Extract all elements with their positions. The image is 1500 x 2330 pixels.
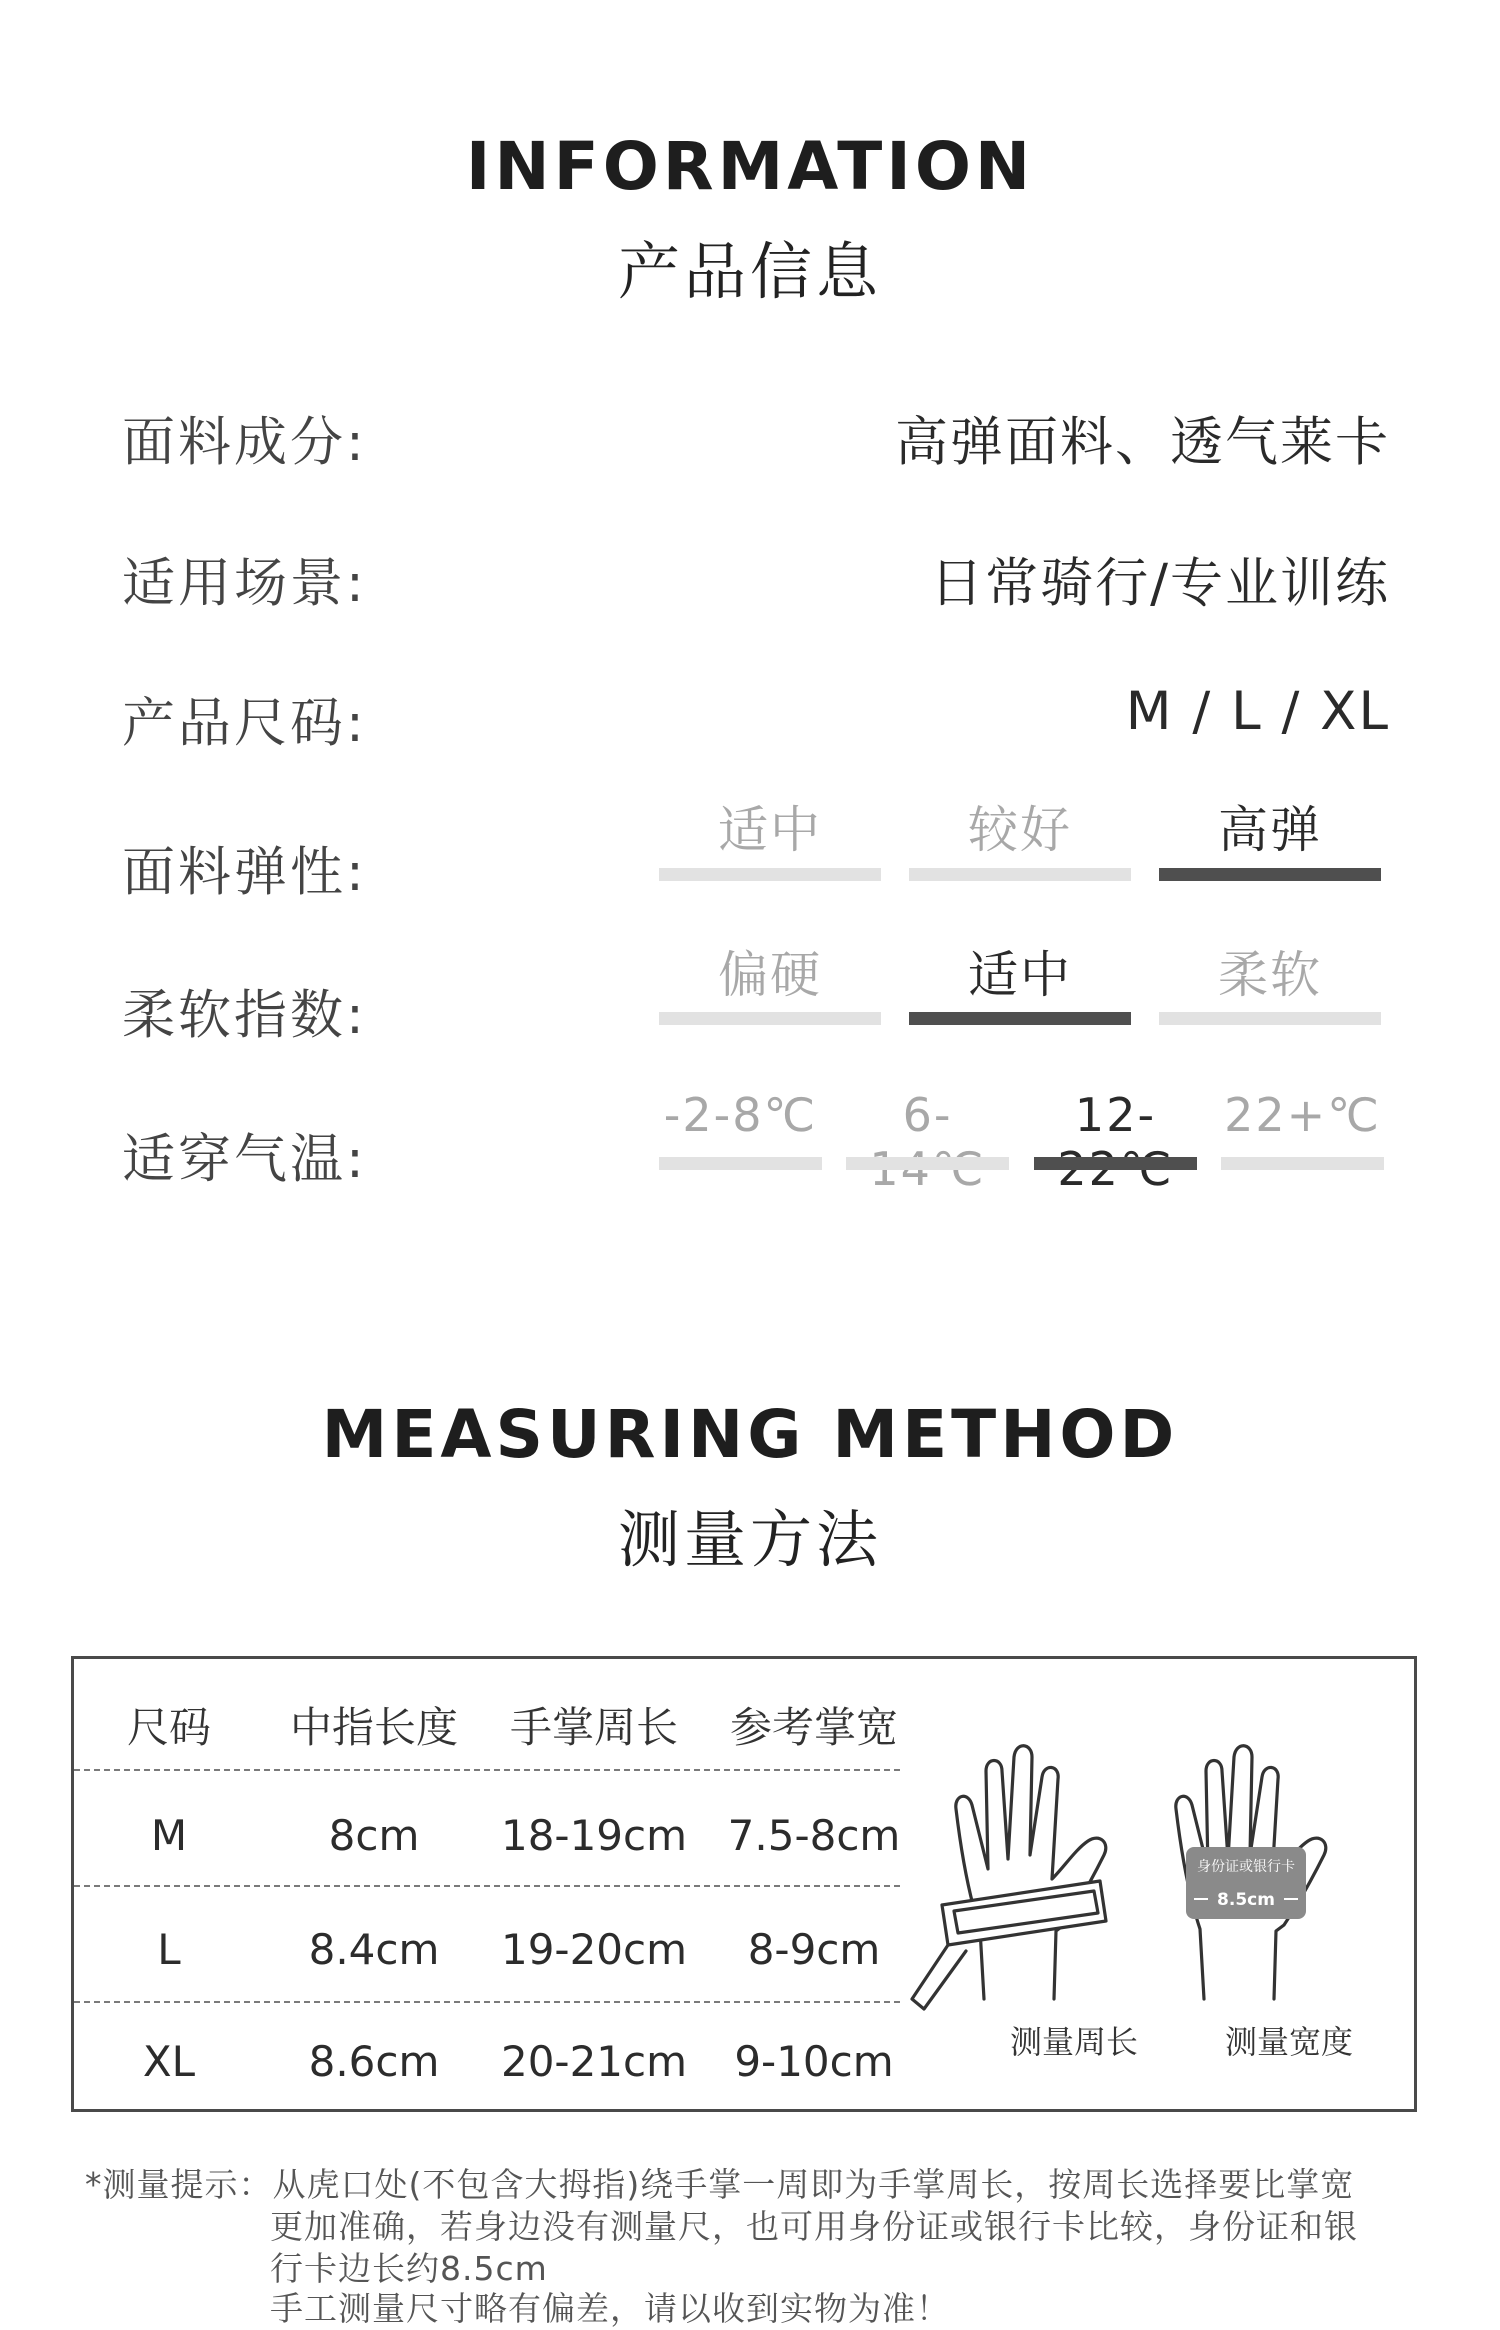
card-size: 8.5cm bbox=[1217, 1890, 1275, 1910]
temperature-bar bbox=[659, 1157, 822, 1170]
table-header: 尺码 bbox=[126, 1703, 211, 1752]
info-title-cn: 产品信息 bbox=[617, 235, 882, 308]
scene-label: 适用场景: bbox=[122, 553, 367, 614]
temperature-option: 6- bbox=[902, 1088, 953, 1142]
size-table bbox=[71, 1656, 1417, 2112]
note-line: 手工测量尺寸略有偏差，请以收到实物为准！ bbox=[270, 2289, 950, 2328]
hand-diagram bbox=[904, 1699, 1404, 2059]
temperature-label: 适穿气温: bbox=[122, 1129, 367, 1190]
temperature-option-selected: 12- bbox=[1074, 1088, 1157, 1142]
softness-option: 柔软 bbox=[1218, 946, 1322, 1004]
table-cell: M bbox=[150, 1811, 188, 1860]
temperature-bar bbox=[846, 1157, 1009, 1170]
size-label: 产品尺码: bbox=[122, 693, 367, 754]
elasticity-option: 较好 bbox=[968, 801, 1072, 859]
softness-option: 偏硬 bbox=[718, 946, 822, 1004]
table-cell: 19-20cm bbox=[500, 1925, 688, 1974]
material-label: 面料成分: bbox=[122, 412, 367, 473]
temperature-bar bbox=[1221, 1157, 1384, 1170]
table-header: 参考掌宽 bbox=[729, 1703, 898, 1752]
softness-bar bbox=[659, 1012, 881, 1025]
scene-value: 日常骑行/专业训练 bbox=[930, 553, 1390, 614]
table-cell: XL bbox=[142, 2037, 196, 2086]
table-cell: 8cm bbox=[328, 1811, 420, 1860]
info-title-en: INFORMATION bbox=[465, 128, 1035, 205]
caption-circumference: 测量周长 bbox=[1009, 2023, 1138, 2061]
hand-left-icon bbox=[912, 1746, 1106, 2009]
elasticity-bar bbox=[659, 868, 881, 881]
table-cell: L bbox=[157, 1925, 181, 1974]
elasticity-option-selected: 高弹 bbox=[1218, 801, 1322, 859]
table-cell: 18-19cm bbox=[500, 1811, 688, 1860]
table-cell: 8.6cm bbox=[308, 2037, 440, 2086]
temperature-bar-selected bbox=[1034, 1157, 1197, 1170]
elasticity-label: 面料弹性: bbox=[122, 842, 367, 903]
elasticity-option: 适中 bbox=[718, 801, 822, 859]
card-text: 身份证或银行卡 bbox=[1197, 1859, 1295, 1875]
softness-label: 柔软指数: bbox=[122, 985, 367, 1046]
table-cell: 20-21cm bbox=[500, 2037, 688, 2086]
table-header: 手掌周长 bbox=[509, 1703, 678, 1752]
table-cell: 7.5-8cm bbox=[727, 1811, 901, 1860]
temperature-option: 22+℃ bbox=[1224, 1088, 1381, 1142]
table-header: 中指长度 bbox=[289, 1703, 458, 1752]
size-value: M / L / XL bbox=[1125, 681, 1390, 742]
softness-option-selected: 适中 bbox=[968, 946, 1072, 1004]
note-line: 行卡边长约8.5cm bbox=[270, 2249, 548, 2288]
measure-title-cn: 测量方法 bbox=[617, 1503, 882, 1576]
note-line: *测量提示：从虎口处(不包含大拇指)绕手掌一周即为手掌周长，按周长选择要比掌宽 bbox=[85, 2165, 1355, 2204]
table-cell: 8-9cm bbox=[747, 1925, 881, 1974]
material-value: 高弹面料、透气莱卡 bbox=[895, 412, 1390, 473]
elasticity-bar bbox=[909, 868, 1131, 881]
temperature-option: -2-8℃ bbox=[663, 1088, 818, 1142]
elasticity-bar-selected bbox=[1159, 868, 1381, 881]
table-cell: 8.4cm bbox=[308, 1925, 440, 1974]
table-divider bbox=[74, 2001, 900, 2003]
softness-bar-selected bbox=[909, 1012, 1131, 1025]
table-divider bbox=[74, 1885, 900, 1887]
table-divider bbox=[74, 1769, 900, 1771]
caption-width: 测量宽度 bbox=[1224, 2023, 1353, 2061]
table-cell: 9-10cm bbox=[734, 2037, 894, 2086]
measure-title-en: MEASURING METHOD bbox=[321, 1396, 1179, 1473]
note-line: 更加准确，若身边没有测量尺，也可用身份证或银行卡比较，身份证和银 bbox=[270, 2207, 1358, 2246]
softness-bar bbox=[1159, 1012, 1381, 1025]
